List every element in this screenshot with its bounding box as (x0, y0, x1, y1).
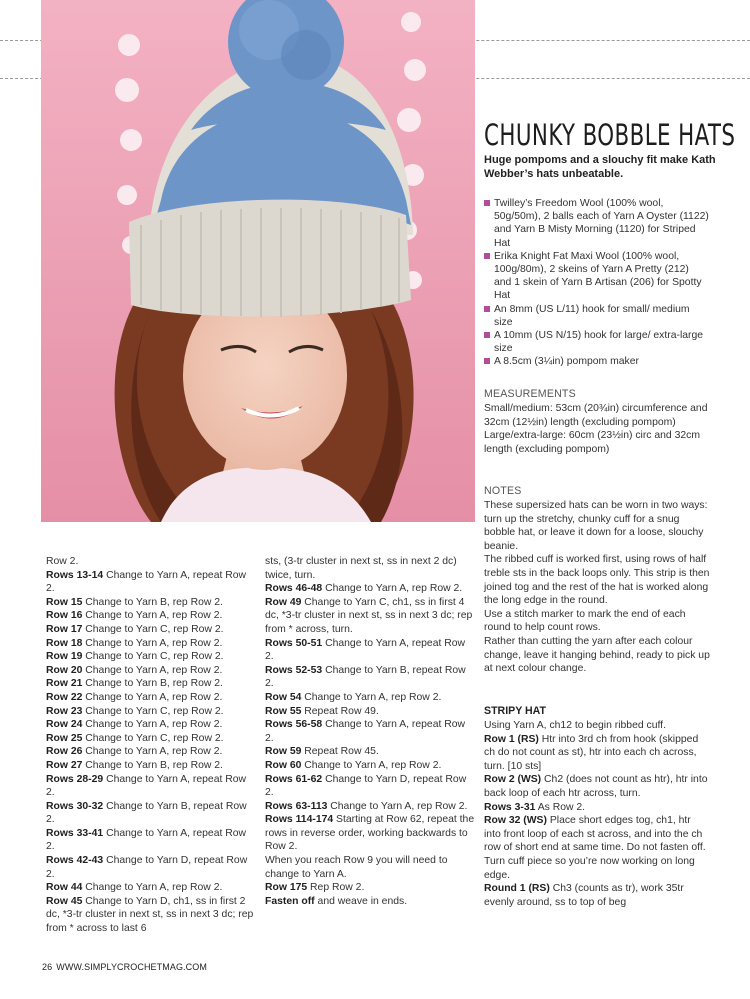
row-label: Row 59 (265, 746, 302, 758)
row-text: Ch3 (counts as tr), work 35tr evenly around, ss to top of beg (484, 883, 684, 908)
row-label: Row 2 (WS) (484, 774, 542, 786)
instruction-line (265, 895, 475, 909)
row-label: Row 17 (46, 623, 83, 635)
row-text: Change to Yarn A, repeat Row 2. (46, 773, 247, 799)
row-label: Rows 52-53 (265, 664, 323, 676)
instruction-line (46, 773, 256, 800)
row-text: Rep Row 2. (307, 882, 365, 894)
row-text: Change to Yarn C, rep Row 2. (82, 705, 224, 717)
row-text: As Row 2. (535, 801, 586, 813)
instruction-line (484, 855, 710, 882)
row-label: Row 175 (265, 882, 308, 894)
row-label: Row 25 (46, 732, 83, 744)
instruction-line (265, 881, 475, 895)
row-text: Change to Yarn D, repeat Row 2. (265, 773, 467, 799)
row-label: Row 18 (46, 637, 83, 649)
row-text: Change to Yarn A, rep Row 2. (82, 610, 223, 622)
instruction-line (265, 664, 475, 691)
instruction-line (265, 773, 475, 800)
row-text: Change to Yarn A, repeat Row 2. (46, 569, 247, 595)
row-label: Rows 28-29 (46, 773, 104, 785)
instruction-line (46, 623, 256, 637)
row-label: Rows 61-62 (265, 773, 323, 785)
row-label: Row 44 (46, 882, 83, 894)
instruction-line (46, 596, 256, 610)
row-text: Change to Yarn A, rep Row 2. (327, 800, 468, 812)
footer-website: WWW.SIMPLYCROCHETMAG.COM (56, 962, 207, 972)
instruction-line (46, 854, 256, 881)
article-title: CHUNKY BOBBLE HATS (484, 118, 736, 152)
instruction-line (46, 555, 256, 569)
instruction-line (484, 814, 710, 855)
instruction-line (265, 800, 475, 814)
instruction-line (46, 759, 256, 773)
row-label: Round 1 (RS) (484, 883, 550, 895)
instruction-line (265, 555, 475, 582)
row-label: Row 19 (46, 651, 83, 663)
row-label: Row 26 (46, 746, 83, 758)
materials-list (484, 197, 709, 369)
measurements-line: Small/medium: 53cm (20¾in) circumference and 32cm (12½in) length (excluding pompom) (484, 403, 708, 428)
row-text: Change to Yarn A, rep Row 2. (82, 664, 223, 676)
article-subtitle: Huge pompoms and a slouchy fit make Kath Webber’s hats unbeatable. (484, 154, 716, 180)
row-text: Turn cuff piece so you’re now working on long edge. (484, 855, 695, 881)
row-label: Row 1 (RS) (484, 733, 539, 745)
instruction-line (46, 569, 256, 596)
instruction-line (46, 664, 256, 678)
instruction-line (46, 637, 256, 651)
row-label: Rows 46-48 (265, 583, 323, 595)
instruction-line (46, 677, 256, 691)
row-label: Rows 56-58 (265, 719, 323, 731)
row-text: Change to Yarn C, rep Row 2. (82, 732, 224, 744)
row-text: Change to Yarn A, repeat Row 2. (46, 827, 247, 853)
row-label: Rows 42-43 (46, 855, 104, 867)
instruction-line (484, 801, 710, 815)
row-label: Rows 50-51 (265, 637, 323, 649)
instruction-line (265, 854, 475, 881)
row-label: Row 21 (46, 678, 83, 690)
row-text: Change to Yarn A, rep Row 2. (82, 746, 223, 758)
materials-item: A 8.5cm (3¼in) pompom maker (484, 355, 709, 368)
row-text: Htr into 3rd ch from hook (skipped ch do not count as st), htr into each ch across, turn. [10 sts] (484, 733, 699, 772)
row-text: Change to Yarn B, repeat Row 2. (265, 664, 466, 690)
row-label: Fasten off (265, 895, 315, 907)
row-label: Row 20 (46, 664, 83, 676)
instruction-line (46, 827, 256, 854)
instruction-line (265, 759, 475, 773)
measurements-heading: MEASUREMENTS (484, 388, 576, 400)
instruction-line (265, 582, 475, 596)
row-text: Starting at Row 62, repeat the rows in reverse order, working backwards to Row 2. (265, 814, 475, 853)
notes-paragraph: Use a stitch marker to mark the end of each round to help count rows. (484, 608, 686, 634)
row-text: Change to Yarn A, rep Row 2. (82, 719, 223, 731)
pattern-column-1 (46, 555, 256, 936)
row-label: Row 23 (46, 705, 83, 717)
row-label: Rows 63-113 (265, 800, 328, 812)
row-text: Change to Yarn A, rep Row 2. (322, 583, 463, 595)
row-text: Change to Yarn C, rep Row 2. (82, 623, 224, 635)
row-text: Row 2. (46, 556, 79, 567)
instruction-line (46, 691, 256, 705)
row-text: Ch2 (does not count as htr), htr into back loop of each htr across, turn. (484, 774, 708, 799)
row-text: Change to Yarn B, rep Row 2. (82, 759, 223, 771)
row-label: Row 32 (WS) (484, 815, 547, 827)
row-text: Change to Yarn B, rep Row 2. (82, 596, 223, 608)
measurements-line: Large/extra-large: 60cm (23½in) circ and 32cm length (excluding pompom) (484, 430, 700, 455)
row-text: Change to Yarn D, ch1, ss in first 2 dc, *3-tr cluster in next st, ss in next 3 dc; rep from * across to last 6 (46, 895, 254, 935)
row-text: Change to Yarn A, rep Row 2. (82, 691, 223, 703)
row-text: Change to Yarn D, repeat Row 2. (46, 855, 248, 880)
instruction-line (46, 895, 256, 936)
materials-item: Erika Knight Fat Maxi Wool (100% wool, 100g/80m), 2 skeins of Yarn A Pretty (212) and 1 skein of Yarn B Artisan (206) for Spotty Hat (484, 250, 709, 303)
row-text: Change to Yarn B, rep Row 2. (82, 678, 223, 690)
pattern-column-2 (265, 555, 475, 908)
row-label: Row 16 (46, 610, 83, 622)
row-text: Change to Yarn A, rep Row 2. (301, 691, 442, 703)
notes-paragraph: Rather than cutting the yarn after each colour change, leave it hanging behind, ready to pick up at next colour change. (484, 635, 710, 675)
row-text: When you reach Row 9 you will need to change to Yarn A. (265, 855, 448, 880)
materials-item: A 10mm (US N/15) hook for large/ extra-large size (484, 329, 709, 355)
instruction-line (46, 881, 256, 895)
row-label: Row 45 (46, 895, 83, 907)
instruction-line (46, 718, 256, 732)
row-label: Rows 30-32 (46, 800, 104, 812)
row-label: Rows 33-41 (46, 827, 104, 839)
instruction-line (46, 705, 256, 719)
instruction-line (265, 691, 475, 705)
row-label: Row 15 (46, 596, 83, 608)
instruction-line (46, 745, 256, 759)
notes-heading: NOTES (484, 485, 522, 497)
row-label: Row 22 (46, 691, 83, 703)
row-text: Repeat Row 45. (301, 746, 379, 758)
notes-paragraph: These supersized hats can be worn in two ways: turn up the stretchy, chunky cuff for a snug bobble hat, or leave it down for a loose, slouchy beanie. (484, 500, 708, 552)
row-label: Row 27 (46, 759, 83, 771)
row-label: Row 24 (46, 719, 83, 731)
row-text: Change to Yarn C, rep Row 2. (82, 651, 224, 663)
row-label: Row 55 (265, 705, 302, 717)
row-text: Change to Yarn A, rep Row 2. (301, 759, 442, 771)
measurements-body (484, 402, 710, 456)
instruction-line (265, 596, 475, 637)
instruction-line (484, 733, 710, 774)
stripy-hat-heading: STRIPY HAT (484, 705, 546, 717)
instruction-line (46, 732, 256, 746)
instruction-line (265, 718, 475, 745)
instruction-line (265, 705, 475, 719)
row-text: Using Yarn A, ch12 to begin ribbed cuff. (484, 720, 666, 731)
instruction-line (484, 882, 710, 909)
row-text: Change to Yarn A, rep Row 2. (82, 882, 223, 894)
instruction-line (484, 773, 710, 800)
row-text: Change to Yarn A, rep Row 2. (82, 637, 223, 649)
notes-paragraph: The ribbed cuff is worked first, using rows of half treble sts in the back loops only. This strip is then joined tog and the rest of the hat is worked along the long edge in the round. (484, 554, 710, 607)
instruction-line (265, 813, 475, 854)
row-text: Change to Yarn B, repeat Row 2. (46, 800, 247, 826)
materials-item: An 8mm (US L/11) hook for small/ medium size (484, 303, 709, 329)
page-footer (42, 962, 207, 972)
stripy-hat-instructions (484, 719, 710, 909)
row-text: Change to Yarn A, repeat Row 2. (265, 637, 466, 663)
row-label: Row 54 (265, 691, 302, 703)
row-label: Rows 13-14 (46, 569, 104, 581)
row-label: Rows 114-174 (265, 814, 334, 826)
notes-body (484, 499, 710, 676)
row-text: Change to Yarn C, ch1, ss in first 4 dc, *3-tr cluster in next st, ss in next 3 dc; rep from * across, turn. (265, 596, 473, 635)
instruction-line (265, 637, 475, 664)
instruction-line (484, 719, 710, 733)
instruction-line (265, 745, 475, 759)
row-text: and weave in ends. (314, 895, 408, 907)
instruction-line (46, 800, 256, 827)
instruction-line (46, 650, 256, 664)
row-text: sts, (3-tr cluster in next st, ss in next 2 dc) twice, turn. (265, 556, 457, 581)
row-text: Place short edges tog, ch1, htr into front loop of each st across, and into the ch row of short end at same time. Do not fasten off. (484, 815, 706, 854)
materials-item: Twilley’s Freedom Wool (100% wool, 50g/50m), 2 balls each of Yarn A Oyster (1122) and Yarn B Misty Morning (1120) for Striped Hat (484, 197, 709, 250)
instruction-line (46, 609, 256, 623)
row-label: Row 49 (265, 596, 302, 608)
row-text: Repeat Row 49. (301, 705, 379, 717)
row-text: Change to Yarn A, repeat Row 2. (265, 719, 466, 744)
row-label: Rows 3-31 (484, 801, 536, 813)
row-label: Row 60 (265, 759, 302, 771)
page-number: 26 (42, 962, 53, 972)
hat-photo (41, 0, 475, 522)
